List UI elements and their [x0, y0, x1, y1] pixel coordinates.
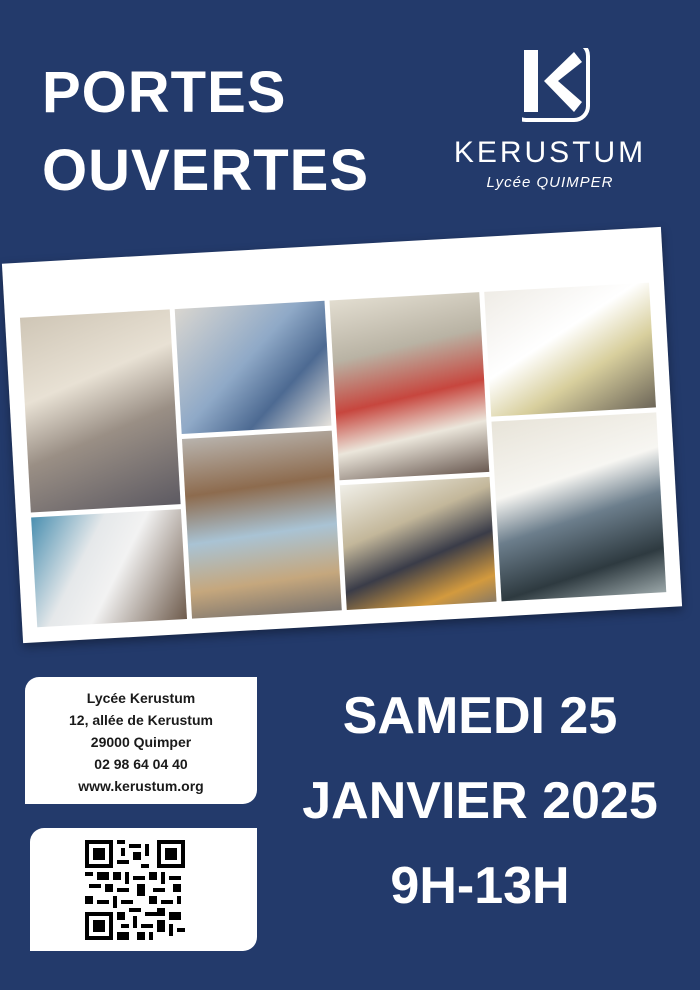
- school-address: 12, allée de Kerustum: [69, 712, 213, 728]
- school-name: Lycée Kerustum: [86, 690, 196, 706]
- brand-subtitle: Lycée QUIMPER: [486, 174, 614, 191]
- lab-coat-photo: [484, 283, 656, 417]
- event-day: SAMEDI 25: [342, 687, 618, 745]
- k-logo-icon: [510, 40, 590, 122]
- dissection-photo: [31, 509, 187, 627]
- contact-card: [25, 677, 257, 804]
- school-city: 29000 Quimper: [90, 734, 192, 750]
- student-experiment-photo: [175, 301, 332, 434]
- title-line-1: PORTES: [42, 60, 287, 125]
- qr-code-icon[interactable]: [85, 840, 185, 940]
- school-website[interactable]: www.kerustum.org: [78, 778, 204, 794]
- event-hours: 9H-13H: [390, 857, 570, 915]
- school-logo: [450, 40, 650, 200]
- lab-care-photo: [20, 309, 181, 512]
- event-details: [270, 686, 690, 916]
- event-month-year: JANVIER 2025: [302, 772, 658, 830]
- qr-card: [30, 828, 257, 951]
- poster-title: [42, 54, 369, 210]
- brand-name: KERUSTUM: [453, 136, 647, 169]
- microscope-photo: [491, 412, 666, 601]
- classroom-photo: [340, 477, 497, 610]
- school-phone[interactable]: 02 98 64 04 40: [94, 756, 188, 772]
- photo-collage: [2, 227, 682, 643]
- title-line-2: OUVERTES: [42, 138, 370, 203]
- entrance-photo: [182, 431, 342, 619]
- shop-photo: [329, 292, 489, 480]
